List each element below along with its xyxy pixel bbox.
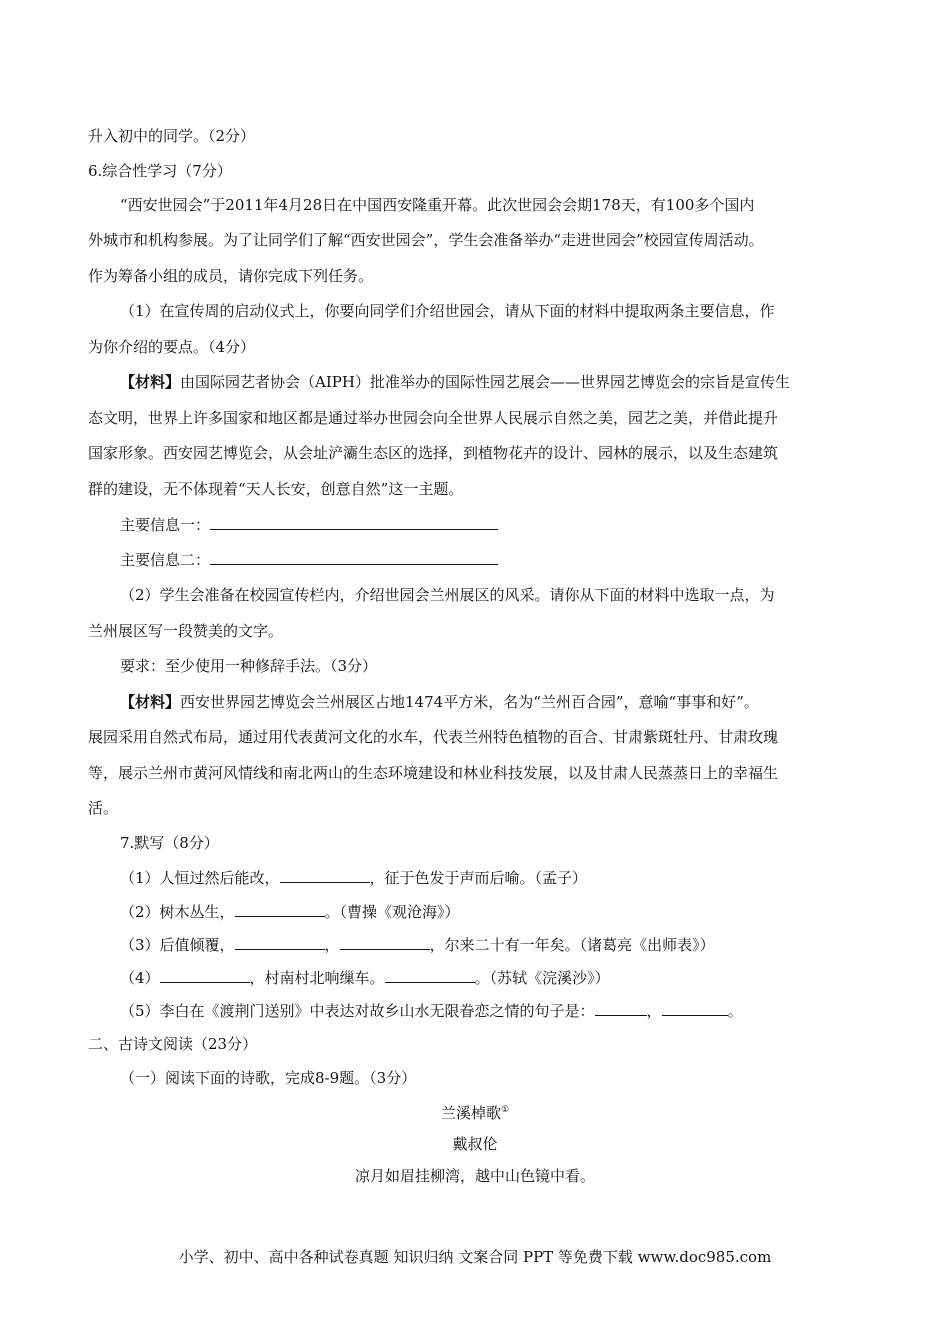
section-heading: 7.默写（8分）	[120, 834, 219, 852]
text-line: 要求：至少使用一种修辞手法。（3分）	[120, 657, 378, 675]
text-line: （一）阅读下面的诗歌，完成8-9题。（3分）	[120, 1069, 417, 1087]
text-span: ，	[646, 1002, 662, 1020]
text-line: 国家形象。西安园艺博览会，从会址浐灞生态区的选择，到植物花卉的设计、园林的展示，以及生态建筑	[88, 444, 779, 462]
text-span: （2）树木丛生，	[120, 903, 235, 921]
material-paragraph	[120, 692, 759, 712]
text-span: （1）人恒过然后能改，	[120, 869, 280, 887]
answer-line	[120, 550, 498, 570]
text-span: （5）李白在《渡荆门送别》中表达对故乡山水无限眷恋之情的句子是：	[120, 1002, 595, 1020]
answer-blank[interactable]	[662, 1001, 728, 1016]
material-label: 【材料】	[120, 693, 181, 711]
material-paragraph	[120, 372, 790, 392]
text-line: 活。	[88, 799, 119, 817]
text-span: 西安世界园艺博览会兰州展区占地1474平方米，名为“兰州百合园”，意喻“事事和好”。	[180, 693, 759, 711]
text-line: （2）学生会准备在校园宣传栏内，介绍世园会兰州展区的风采。请你从下面的材料中选取一点，为	[120, 586, 775, 604]
footnote-marker: ①	[500, 1105, 510, 1115]
text-line: 群的建设，无不体现着“天人长安，创意自然”这一主题。	[88, 480, 464, 498]
text-line: 作为筹备小组的成员，请你完成下列任务。	[88, 267, 374, 285]
text-span: ，尔来二十有一年矣。（诸葛亮《出师表》）	[429, 936, 715, 954]
answer-label: 主要信息一：	[120, 516, 211, 534]
text-line: 展园采用自然式布局，通过用代表黄河文化的水车，代表兰州特色植物的百合、甘肃紫斑牡丹、甘肃玫瑰	[88, 728, 779, 746]
text-line: （1）在宣传周的启动仪式上，你要向同学们介绍世园会，请从下面的材料中提取两条主要信息，作	[120, 302, 775, 320]
text-line: “西安世园会”于2011年4月28日在中国西安隆重开幕。此次世园会会期178天，有100多个国内	[120, 196, 755, 214]
answer-label: 主要信息二：	[120, 551, 211, 569]
section-heading: 6.综合性学习（7分）	[88, 162, 232, 180]
poem-title-text: 兰溪棹歌	[440, 1104, 501, 1122]
answer-blank[interactable]	[210, 550, 498, 565]
text-line: 等，展示兰州市黄河风情线和南北两山的生态环境建设和林业科技发展，以及甘肃人民蒸蒸日上的幸福生	[88, 764, 779, 782]
text-span: 。	[727, 1002, 743, 1020]
text-line: 为你介绍的要点。（4分）	[88, 338, 256, 356]
answer-line	[120, 515, 498, 535]
text-span: ，村南村北响缫车。	[249, 969, 385, 987]
text-line: 态文明，世界上许多国家和地区都是通过举办世园会向全世界人民展示自然之美，园艺之美，并借此提升	[88, 409, 779, 427]
text-span: （4）	[120, 969, 160, 987]
answer-blank[interactable]	[235, 902, 325, 917]
poem-line: 凉月如眉挂柳湾，越中山色镜中看。	[354, 1167, 595, 1185]
text-span: ，	[324, 936, 340, 954]
material-label: 【材料】	[120, 373, 181, 391]
text-line: 外城市和机构参展。为了让同学们了解“西安世园会”，学生会准备举办“走进世园会”校园宣传周活动。	[88, 231, 764, 249]
text-line: 兰州展区写一段赞美的文字。	[88, 622, 284, 640]
answer-blank[interactable]	[280, 868, 370, 883]
page-footer: 小学、初中、高中各种试卷真题 知识归纳 文案合同 PPT 等免费下载 www.doc985.com	[178, 1248, 772, 1266]
fill-blank-item	[120, 902, 460, 922]
answer-blank[interactable]	[235, 935, 325, 950]
fill-blank-item	[120, 935, 715, 955]
text-span: （3）后值倾覆，	[120, 936, 235, 954]
text-line: 升入初中的同学。（2分）	[88, 127, 256, 145]
answer-blank[interactable]	[210, 515, 498, 530]
text-span: 由国际园艺者协会（AIPH）批准举办的国际性园艺展会——世界园艺博览会的宗旨是宣传生	[180, 373, 790, 391]
answer-blank[interactable]	[385, 968, 475, 983]
text-span: 。（苏轼《浣溪沙》）	[474, 969, 610, 987]
answer-blank[interactable]	[160, 968, 250, 983]
fill-blank-item	[120, 868, 587, 888]
text-span: 。（曹操《观沧海》）	[324, 903, 460, 921]
section-heading: 二、古诗文阅读（23分）	[88, 1035, 258, 1053]
answer-blank[interactable]	[340, 935, 430, 950]
fill-blank-item	[120, 1001, 743, 1021]
poem-title	[0, 1100, 950, 1123]
text-span: ，征于色发于声而后喻。（孟子）	[369, 869, 588, 887]
fill-blank-item	[120, 968, 610, 988]
answer-blank[interactable]	[595, 1001, 647, 1016]
poem-author: 戴叔伦	[452, 1135, 498, 1153]
